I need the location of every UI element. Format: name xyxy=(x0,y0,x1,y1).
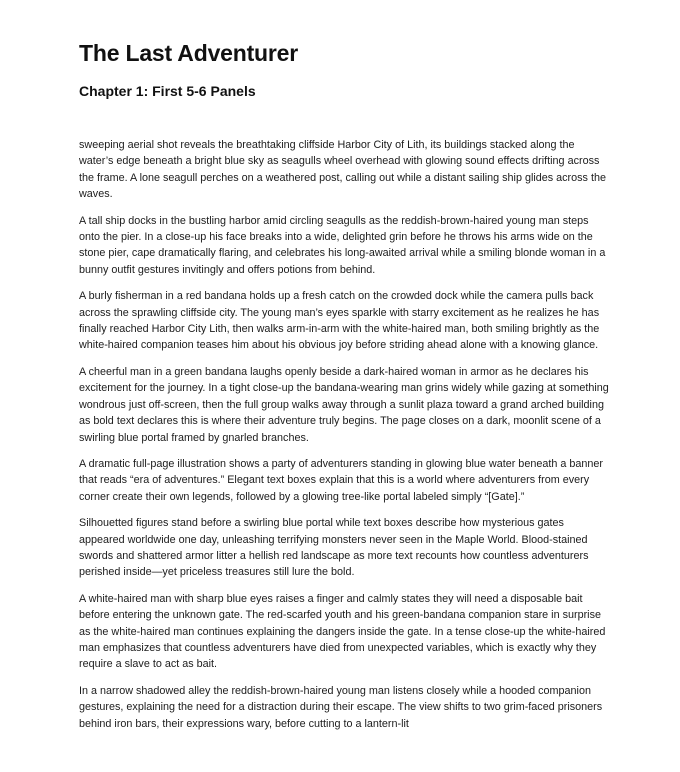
paragraph: sweeping aerial shot reveals the breathtaking cliffside Harbor City of Lith, its buildings stacked along the water’s edge beneath a bright blue sky as seagulls wheel overhead with glowing sound effects drifting across the frame. A lone seagull perches on a weathered post, calling out while a distant sailing ship glides across the waves. xyxy=(79,139,606,201)
paragraph: A tall ship docks in the bustling harbor amid circling seagulls as the reddish-brown-haired young man steps onto the pier. In a close-up his face breaks into a wide, delighted grin before he throws his arms wide on the stone pier, cape dramatically flaring, and celebrates his long-awaited arrival while a smiling blonde woman in a bunny outfit gestures invitingly and offers potions from behind. xyxy=(79,214,606,276)
chapter-heading: Chapter 1: First 5-6 Panels xyxy=(79,83,256,99)
paragraph: A burly fisherman in a red bandana holds up a fresh catch on the crowded dock while the camera pulls back across the sprawling cliffside city. The young man’s eyes sparkle with starry excitement as he realizes he has finally reached Harbor City Lith, then walks arm-in-arm with the white-haired man, both smiling brightly as the white-haired companion teases him about his obvious joy before striding ahead alone with a knowing glance. xyxy=(79,290,600,352)
paragraph: A dramatic full-page illustration shows a party of adventurers standing in glowing blue water beneath a banner that reads “era of adventures.” Elegant text boxes explain that this is a world where adventurers from every corner create their own legends, followed by a glowing tree-like portal labeled simply “[Gate].” xyxy=(79,457,603,503)
paragraph: A cheerful man in a green bandana laughs openly beside a dark-haired woman in armor as he declares his excitement for the journey. In a tight close-up the bandana-wearing man grins widely while gazing at something wondrous just off-screen, then the full group walks away through a sunlit plaza toward a grand arched building as bold text declares this is where their adventure truly begins. The page closes on a dark, moonlit scene of a swirling blue portal framed by gnarled branches. xyxy=(79,365,609,444)
paragraph: A white-haired man with sharp blue eyes raises a finger and calmly states they will need a disposable bait before entering the unknown gate. The red-scarfed youth and his green-bandana companion stare in surprise as the white-haired man continues explaining the dangers inside the gate. In a tense close-up the white-haired man emphasizes that countless adventurers have died from unexpected variables, which is exactly why they require a slave to act as bait. xyxy=(79,592,606,671)
paragraph: In a narrow shadowed alley the reddish-brown-haired young man listens closely while a hooded companion gestures, explaining the need for a distraction during their escape. The view shifts to two grim-faced prisoners behind iron bars, their expressions wary, before cutting to a lantern-lit xyxy=(79,684,603,730)
paragraph: Silhouetted figures stand before a swirling blue portal while text boxes describe how mysterious gates appeared worldwide one day, unleashing terrifying monsters never seen in the Maple World. Blood-stained swords and shattered armor litter a hellish red landscape as more text recounts how countless adventurers perished inside—yet priceless treasures still lure the bold. xyxy=(79,517,589,579)
document-title: The Last Adventurer xyxy=(79,40,299,66)
document-body xyxy=(79,137,609,742)
